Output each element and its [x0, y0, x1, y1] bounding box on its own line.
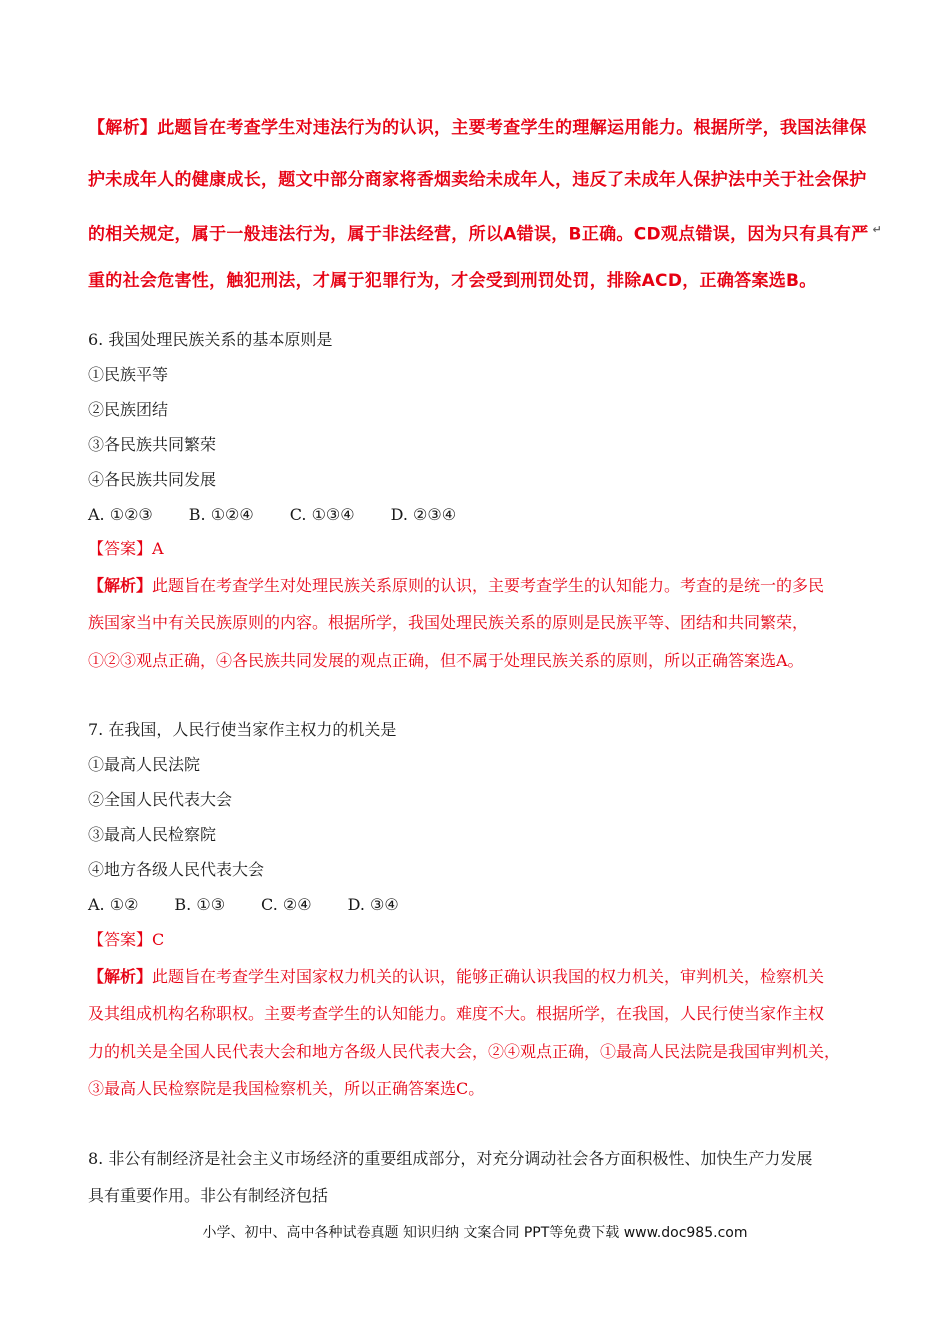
q6-option-c: C. ①③④	[289, 505, 355, 524]
q7-analysis-line-1	[88, 966, 824, 988]
q7-analysis-line-4: ③最高人民检察院是我国检察机关，所以正确答案选C。	[88, 1079, 485, 1098]
q6-analysis-line-3: ①②③观点正确，④各民族共同发展的观点正确，但不属于处理民族关系的原则，所以正确答案选A。	[88, 651, 804, 670]
return-mark-icon: ↵	[872, 223, 883, 236]
q7-option-c: C. ②④	[261, 895, 312, 914]
q7-item-2: ②全国人民代表大会	[88, 790, 233, 809]
q6-answer: 【答案】A	[88, 539, 164, 558]
q6-option-a: A. ①②③	[88, 505, 153, 524]
prev-analysis-line-4: 重的社会危害性，触犯刑法，才属于犯罪行为，才会受到刑罚处罚，排除ACD，正确答案选B。	[88, 271, 817, 291]
prev-analysis-line-3-text: 的相关规定，属于一般违法行为，属于非法经营，所以A错误，B正确。CD观点错误，因为只有具有严	[88, 224, 869, 245]
q6-item-3: ③各民族共同繁荣	[88, 435, 217, 454]
q6-analysis-text-1: 此题旨在考查学生对处理民族关系原则的认识，主要考查学生的认知能力。考查的是统一的多民	[152, 576, 825, 595]
q6-options	[88, 504, 492, 526]
q8-stem-line-2: 具有重要作用。非公有制经济包括	[88, 1186, 329, 1205]
page-footer: 小学、初中、高中各种试卷真题 知识归纳 文案合同 PPT等免费下载 www.doc985.com	[202, 1225, 748, 1241]
q7-analysis-line-2: 及其组成机构名称职权。主要考查学生的认知能力。难度不大。根据所学，在我国，人民行使当家作主权	[88, 1004, 825, 1023]
q7-item-3: ③最高人民检察院	[88, 825, 217, 844]
q6-item-1: ①民族平等	[88, 365, 169, 384]
q7-item-1: ①最高人民法院	[88, 755, 201, 774]
q6-analysis-line-2: 族国家当中有关民族原则的内容。根据所学，我国处理民族关系的原则是民族平等、团结和共同繁荣，	[88, 613, 809, 632]
q6-stem: 6. 我国处理民族关系的基本原则是	[88, 330, 333, 349]
q7-option-a: A. ①②	[88, 895, 139, 914]
q6-option-b: B. ①②④	[188, 505, 254, 524]
q7-stem: 7. 在我国，人民行使当家作主权力的机关是	[88, 720, 397, 739]
q6-analysis-label: 【解析】	[88, 576, 153, 595]
prev-analysis-line-1: 【解析】此题旨在考查学生对违法行为的认识，主要考查学生的理解运用能力。根据所学，我国法律保	[88, 118, 867, 138]
q6-analysis-line-1	[88, 575, 824, 597]
q7-item-4: ④地方各级人民代表大会	[88, 860, 265, 879]
q7-answer: 【答案】C	[88, 930, 165, 949]
q7-analysis-line-3: 力的机关是全国人民代表大会和地方各级人民代表大会，②④观点正确，①最高人民法院是我国审判机关，	[88, 1042, 841, 1061]
q7-analysis-label: 【解析】	[88, 967, 153, 986]
q6-item-2: ②民族团结	[88, 400, 169, 419]
q7-option-b: B. ①③	[174, 895, 226, 914]
q8-stem-line-1: 8. 非公有制经济是社会主义市场经济的重要组成部分，对充分调动社会各方面积极性、加快生产力发展	[88, 1149, 813, 1168]
q7-option-d: D. ③④	[347, 895, 399, 914]
q7-analysis-text-1: 此题旨在考查学生对国家权力机关的认识，能够正确认识我国的权力机关，审判机关，检察机关	[152, 967, 825, 986]
q7-options	[88, 894, 435, 916]
prev-analysis-line-2: 护未成年人的健康成长，题文中部分商家将香烟卖给未成年人，违反了未成年人保护法中关于社会保护	[88, 170, 867, 190]
q6-item-4: ④各民族共同发展	[88, 470, 217, 489]
q6-option-d: D. ②③④	[390, 505, 457, 524]
prev-analysis-line-3	[88, 219, 882, 246]
